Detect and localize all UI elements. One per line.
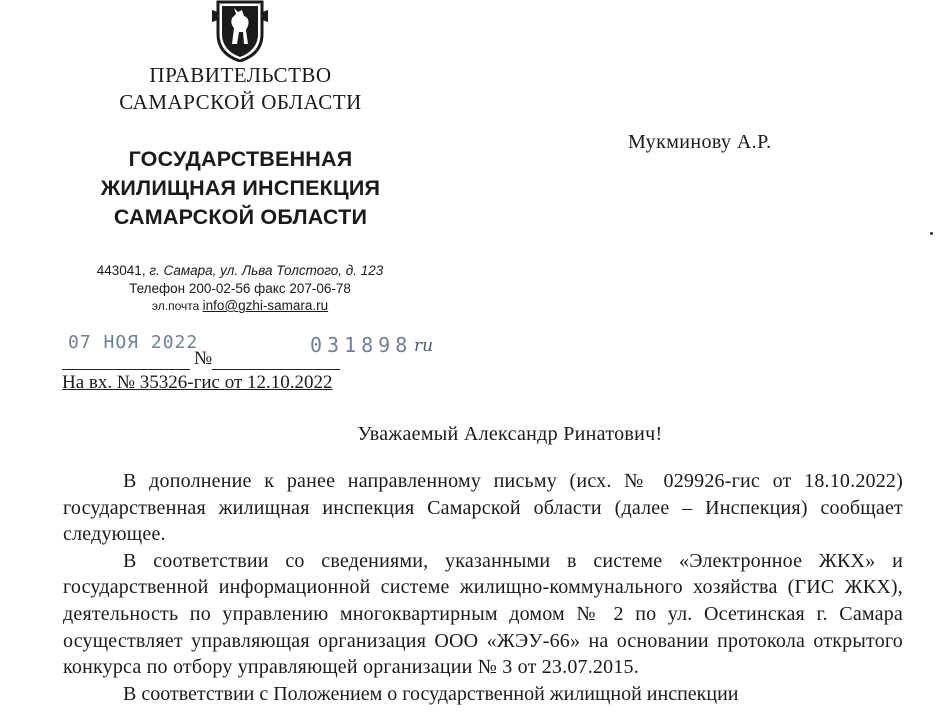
phone-line: Телефон 200-02-56 факс 207-06-78 [129, 280, 351, 296]
paragraph-2: В соответствии со сведениями, указанными в системе «Электронное ЖКХ» и государственной информационной системе жилищно-коммунального хозяйства (ГИС ЖКХ), деятельность по управлению многоквартирным домом № 2 по ул. Осетинская г. Самара осуществляет управляющая организация ООО «ЖЭУ-66» на основании протокола открытого конкурса по отбору управляющей организации № 3 от 23.07.2015. [63, 549, 903, 679]
inspection-title [60, 145, 421, 232]
signature-mark: ru [414, 336, 434, 356]
number-blank [212, 350, 340, 370]
coat-of-arms-emblem [212, 0, 268, 62]
contact-block [70, 262, 410, 316]
salutation: Уважаемый Александр Ринатович! [357, 423, 663, 445]
email-link[interactable]: info@gzhi-samara.ru [202, 298, 329, 313]
government-line-1: ПРАВИТЕЛЬСТВО [149, 63, 332, 87]
email-label: эл.почта [151, 299, 203, 313]
street-address: г. Самара, ул. Льва Толстого, д. 123 [149, 263, 384, 278]
samara-coat-of-arms-icon [212, 0, 268, 62]
paragraph-1: В дополнение к ранее направленному письму (исх. № 029926-гис от 18.10.2022) государственная жилищная инспекция Самарской области (далее – Инспекция) сообщает следующее. [63, 470, 903, 546]
reply-reference: На вх. № 35326-гис от 12.10.2022 [62, 372, 333, 393]
inspection-line-3: САМАРСКОЙ ОБЛАСТИ [113, 205, 368, 229]
scan-speck [930, 232, 933, 235]
letter-body [63, 468, 903, 707]
inspection-line-2: ЖИЛИЩНАЯ ИНСПЕКЦИЯ [100, 176, 381, 200]
government-title [60, 62, 421, 116]
number-stamp: 031898 [310, 333, 413, 357]
paragraph-3: В соответствии с Положением о государственной жилищной инспекции [123, 682, 739, 705]
postal-code: 443041, [96, 263, 150, 278]
date-blank [62, 350, 190, 370]
inspection-line-1: ГОСУДАРСТВЕННАЯ [128, 147, 353, 171]
recipient-name: Мукминову А.Р. [628, 131, 772, 153]
government-line-2: САМАРСКОЙ ОБЛАСТИ [119, 90, 362, 114]
date-stamp: 07 НОЯ 2022 [68, 332, 199, 353]
email-line [70, 297, 410, 316]
number-symbol: № [194, 348, 213, 369]
registration-line [62, 348, 352, 370]
postal-address [70, 262, 410, 280]
